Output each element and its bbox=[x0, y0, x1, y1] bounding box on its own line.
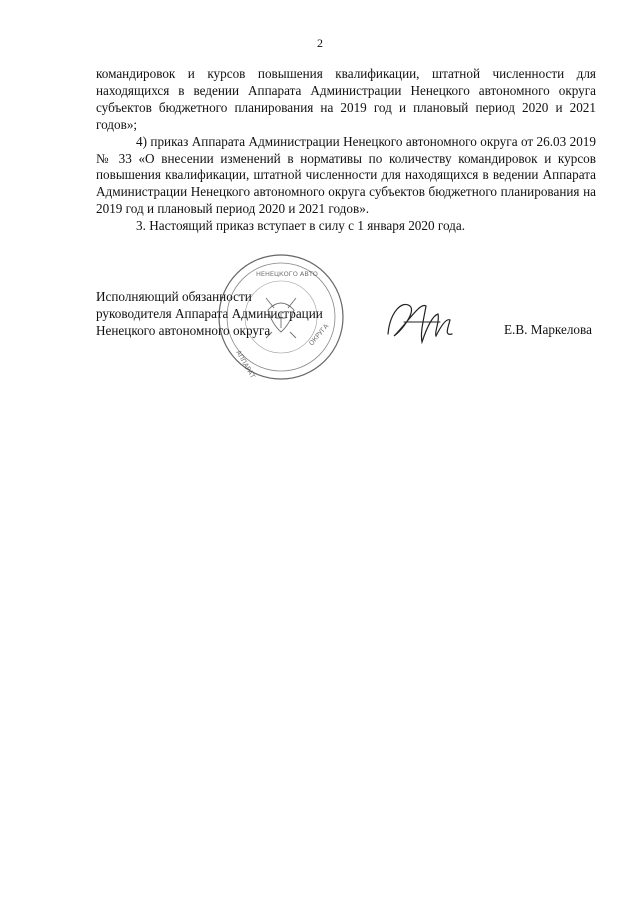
handwritten-signature bbox=[380, 292, 460, 352]
svg-text:АППАРАТ: АППАРАТ bbox=[234, 349, 257, 380]
position-line-1: Исполняющий обязанности bbox=[96, 289, 252, 304]
position-line-3: Ненецкого автономного округа bbox=[96, 323, 271, 338]
position-line-2: руководителя Аппарата Администрации bbox=[96, 306, 323, 321]
signer-name: Е.В. Маркелова bbox=[504, 322, 592, 337]
svg-text:НЕНЕЦКОГО АВТО: НЕНЕЦКОГО АВТО bbox=[256, 270, 318, 278]
document-body bbox=[96, 66, 596, 235]
paragraph-item-4: 4) приказ Аппарата Администрации Ненецкого автономного округа от 26.03 2019 № 33 «О внесении изменений в нормативы по количеству командировок и курсов повышения квалификации, штатной численности для находящихся в ведении Аппарата Администрации Ненецкого автономного округа субъектов бюджетного планирования на 2019 год и плановый период 2020 и 2021 годов». bbox=[96, 133, 596, 217]
page-number: 2 bbox=[317, 36, 323, 50]
paragraph-clause-3: 3. Настоящий приказ вступает в силу с 1 января 2020 года. bbox=[136, 218, 466, 234]
paragraph-continuation: командировок и курсов повышения квалификации, штатной численности для находящихся в ведении Аппарата Администрации Ненецкого автономного округа субъектов бюджетного планирования на 2019 год и плановый период 2020 и 2021 годов»; bbox=[96, 66, 596, 132]
svg-text:ОКРУГА: ОКРУГА bbox=[307, 322, 331, 348]
official-seal-stamp bbox=[216, 252, 346, 382]
